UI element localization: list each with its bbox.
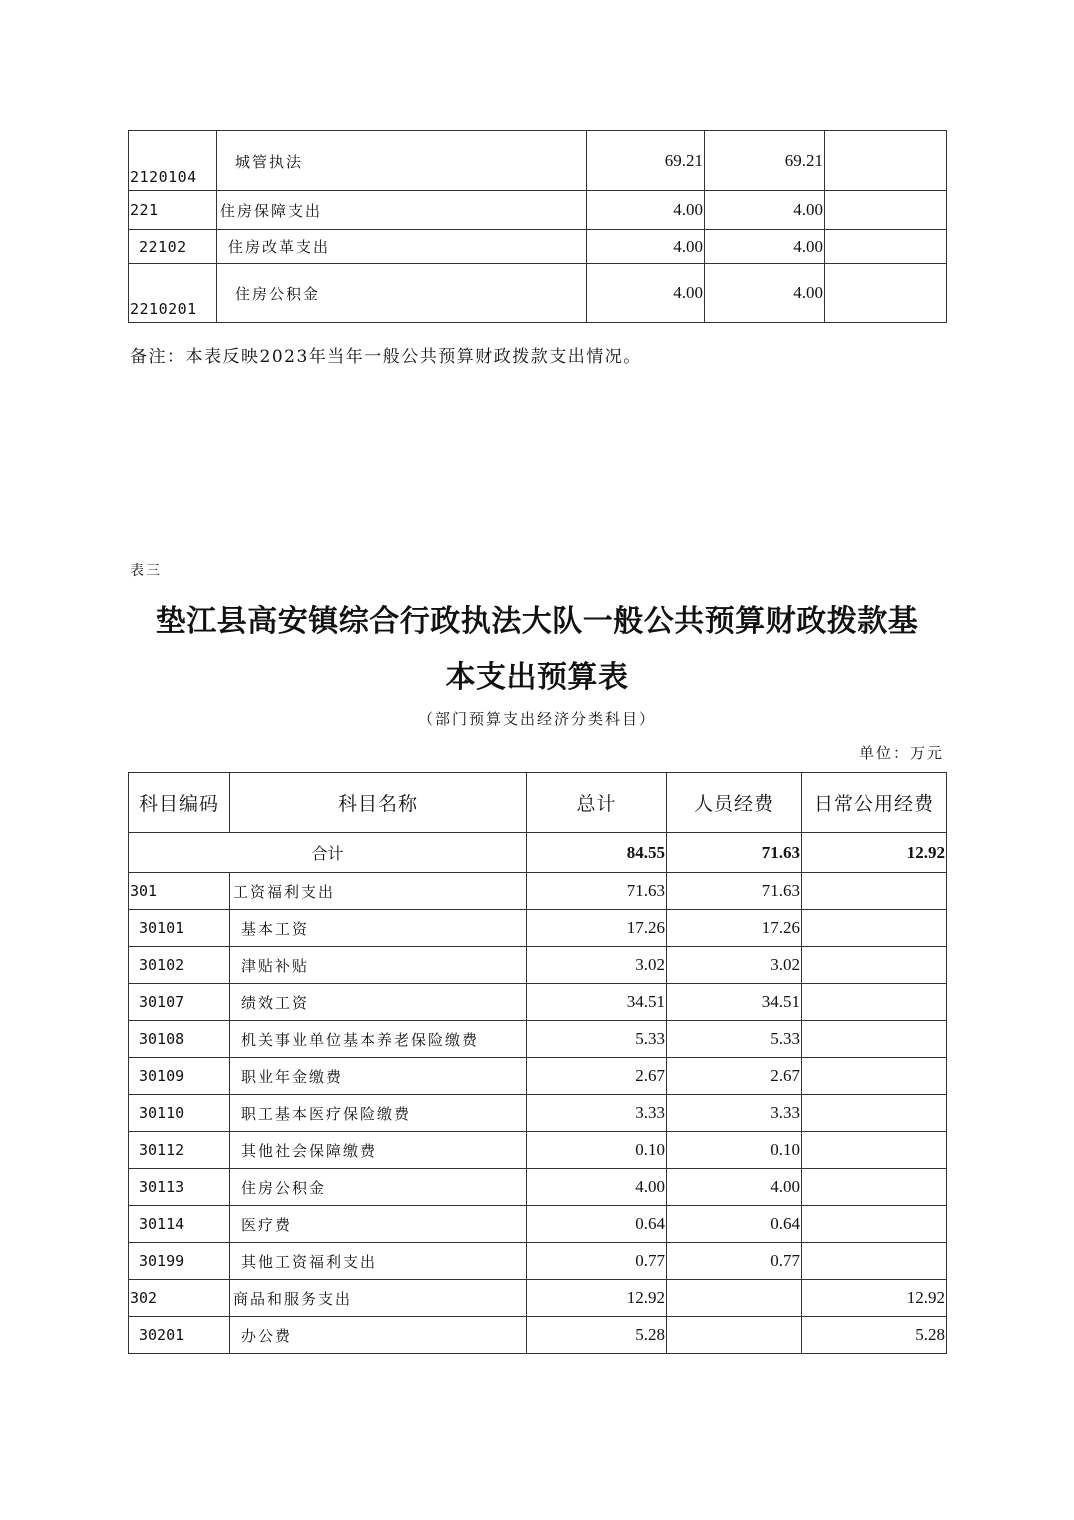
subject-name: 工资福利支出 bbox=[230, 873, 527, 910]
public-value bbox=[802, 1021, 947, 1058]
public-value bbox=[802, 1169, 947, 1206]
page-title-line-2: 本支出预算表 bbox=[445, 660, 629, 695]
subject-code: 30109 bbox=[129, 1058, 230, 1095]
subject-name: 住房改革支出 bbox=[217, 230, 587, 264]
total-value: 17.26 bbox=[527, 910, 667, 947]
personnel-value: 4.00 bbox=[667, 1169, 802, 1206]
public-value bbox=[825, 230, 947, 264]
subject-name: 医疗费 bbox=[230, 1206, 527, 1243]
personnel-value: 3.33 bbox=[667, 1095, 802, 1132]
table-row bbox=[129, 1058, 947, 1095]
subject-name: 其他工资福利支出 bbox=[230, 1243, 527, 1280]
personnel-value bbox=[667, 1280, 802, 1317]
public-value bbox=[802, 910, 947, 947]
header-subject-code: 科目编码 bbox=[129, 773, 230, 833]
page-subtitle: （部门预算支出经济分类科目） bbox=[417, 710, 656, 728]
public-value bbox=[802, 1058, 947, 1095]
subject-code: 30108 bbox=[129, 1021, 230, 1058]
total-value: 3.33 bbox=[527, 1095, 667, 1132]
public-value bbox=[825, 191, 947, 230]
header-personnel: 人员经费 bbox=[667, 773, 802, 833]
subject-code: 2120104 bbox=[129, 131, 217, 191]
table-number: 表三 bbox=[130, 563, 162, 579]
public-value bbox=[825, 131, 947, 191]
subject-name: 职业年金缴费 bbox=[230, 1058, 527, 1095]
subject-code: 30199 bbox=[129, 1243, 230, 1280]
personnel-value: 34.51 bbox=[667, 984, 802, 1021]
personnel-value: 4.00 bbox=[705, 264, 825, 323]
personnel-value: 69.21 bbox=[705, 131, 825, 191]
personnel-value bbox=[667, 1317, 802, 1354]
table-row bbox=[129, 910, 947, 947]
personnel-value: 0.64 bbox=[667, 1206, 802, 1243]
page-title-line-1: 垫江县高安镇综合行政执法大队一般公共预算财政拨款基 bbox=[155, 604, 919, 639]
total-label: 合计 bbox=[129, 833, 527, 873]
table-row bbox=[129, 1021, 947, 1058]
total-value: 0.10 bbox=[527, 1132, 667, 1169]
total-value: 84.55 bbox=[527, 833, 667, 873]
public-value bbox=[802, 1243, 947, 1280]
subject-name: 绩效工资 bbox=[230, 984, 527, 1021]
subject-code: 30112 bbox=[129, 1132, 230, 1169]
header-subject-name: 科目名称 bbox=[230, 773, 527, 833]
table-row bbox=[129, 984, 947, 1021]
personnel-value: 4.00 bbox=[705, 230, 825, 264]
table-row bbox=[129, 131, 947, 191]
subject-code: 221 bbox=[129, 191, 217, 230]
table-row bbox=[129, 1206, 947, 1243]
personnel-value: 4.00 bbox=[705, 191, 825, 230]
table-row bbox=[129, 1095, 947, 1132]
personnel-value: 2.67 bbox=[667, 1058, 802, 1095]
subject-code: 30107 bbox=[129, 984, 230, 1021]
public-value bbox=[802, 1132, 947, 1169]
total-value: 3.02 bbox=[527, 947, 667, 984]
table-row bbox=[129, 230, 947, 264]
table-row bbox=[129, 873, 947, 910]
personnel-value: 5.33 bbox=[667, 1021, 802, 1058]
subject-code: 30101 bbox=[129, 910, 230, 947]
subject-code: 30113 bbox=[129, 1169, 230, 1206]
total-value: 5.33 bbox=[527, 1021, 667, 1058]
table-row bbox=[129, 1280, 947, 1317]
public-value bbox=[802, 1095, 947, 1132]
table-row bbox=[129, 947, 947, 984]
table-row bbox=[129, 1317, 947, 1354]
total-value: 5.28 bbox=[527, 1317, 667, 1354]
subject-name: 基本工资 bbox=[230, 910, 527, 947]
unit-label: 单位：万元 bbox=[858, 744, 944, 762]
subject-name: 津贴补贴 bbox=[230, 947, 527, 984]
total-value: 69.21 bbox=[587, 131, 705, 191]
total-value: 0.77 bbox=[527, 1243, 667, 1280]
personnel-value: 17.26 bbox=[667, 910, 802, 947]
public-value: 5.28 bbox=[802, 1317, 947, 1354]
personnel-value: 0.10 bbox=[667, 1132, 802, 1169]
personnel-value: 71.63 bbox=[667, 833, 802, 873]
basic-expenditure-budget-table bbox=[128, 772, 947, 1354]
subject-name: 其他社会保障缴费 bbox=[230, 1132, 527, 1169]
total-value: 4.00 bbox=[587, 230, 705, 264]
subject-name: 机关事业单位基本养老保险缴费 bbox=[230, 1021, 527, 1058]
public-value bbox=[802, 1206, 947, 1243]
subject-name: 住房保障支出 bbox=[217, 191, 587, 230]
public-value bbox=[825, 264, 947, 323]
total-value: 12.92 bbox=[527, 1280, 667, 1317]
total-value: 4.00 bbox=[587, 264, 705, 323]
budget-table-continued bbox=[128, 130, 947, 323]
subject-code: 30110 bbox=[129, 1095, 230, 1132]
total-value: 4.00 bbox=[527, 1169, 667, 1206]
subject-code: 22102 bbox=[129, 230, 217, 264]
total-value: 2.67 bbox=[527, 1058, 667, 1095]
table-note: 备注：本表反映2023年当年一般公共预算财政拨款支出情况。 bbox=[130, 347, 642, 367]
subject-name: 职工基本医疗保险缴费 bbox=[230, 1095, 527, 1132]
total-value: 34.51 bbox=[527, 984, 667, 1021]
table-row bbox=[129, 1243, 947, 1280]
table-row bbox=[129, 1169, 947, 1206]
subject-name: 住房公积金 bbox=[230, 1169, 527, 1206]
personnel-value: 0.77 bbox=[667, 1243, 802, 1280]
public-value bbox=[802, 984, 947, 1021]
header-total: 总计 bbox=[527, 773, 667, 833]
personnel-value: 3.02 bbox=[667, 947, 802, 984]
subject-code: 302 bbox=[129, 1280, 230, 1317]
subject-name: 住房公积金 bbox=[217, 264, 587, 323]
subject-code: 30102 bbox=[129, 947, 230, 984]
subject-name: 办公费 bbox=[230, 1317, 527, 1354]
subject-code: 2210201 bbox=[129, 264, 217, 323]
public-value bbox=[802, 947, 947, 984]
public-value: 12.92 bbox=[802, 1280, 947, 1317]
header-public: 日常公用经费 bbox=[802, 773, 947, 833]
subject-code: 301 bbox=[129, 873, 230, 910]
header-row bbox=[129, 773, 947, 833]
total-value: 4.00 bbox=[587, 191, 705, 230]
public-value: 12.92 bbox=[802, 833, 947, 873]
subject-name: 商品和服务支出 bbox=[230, 1280, 527, 1317]
total-row bbox=[129, 833, 947, 873]
public-value bbox=[802, 873, 947, 910]
table-row bbox=[129, 191, 947, 230]
total-value: 0.64 bbox=[527, 1206, 667, 1243]
table-row bbox=[129, 1132, 947, 1169]
subject-code: 30114 bbox=[129, 1206, 230, 1243]
personnel-value: 71.63 bbox=[667, 873, 802, 910]
total-value: 71.63 bbox=[527, 873, 667, 910]
subject-name: 城管执法 bbox=[217, 131, 587, 191]
table-row bbox=[129, 264, 947, 323]
subject-code: 30201 bbox=[129, 1317, 230, 1354]
